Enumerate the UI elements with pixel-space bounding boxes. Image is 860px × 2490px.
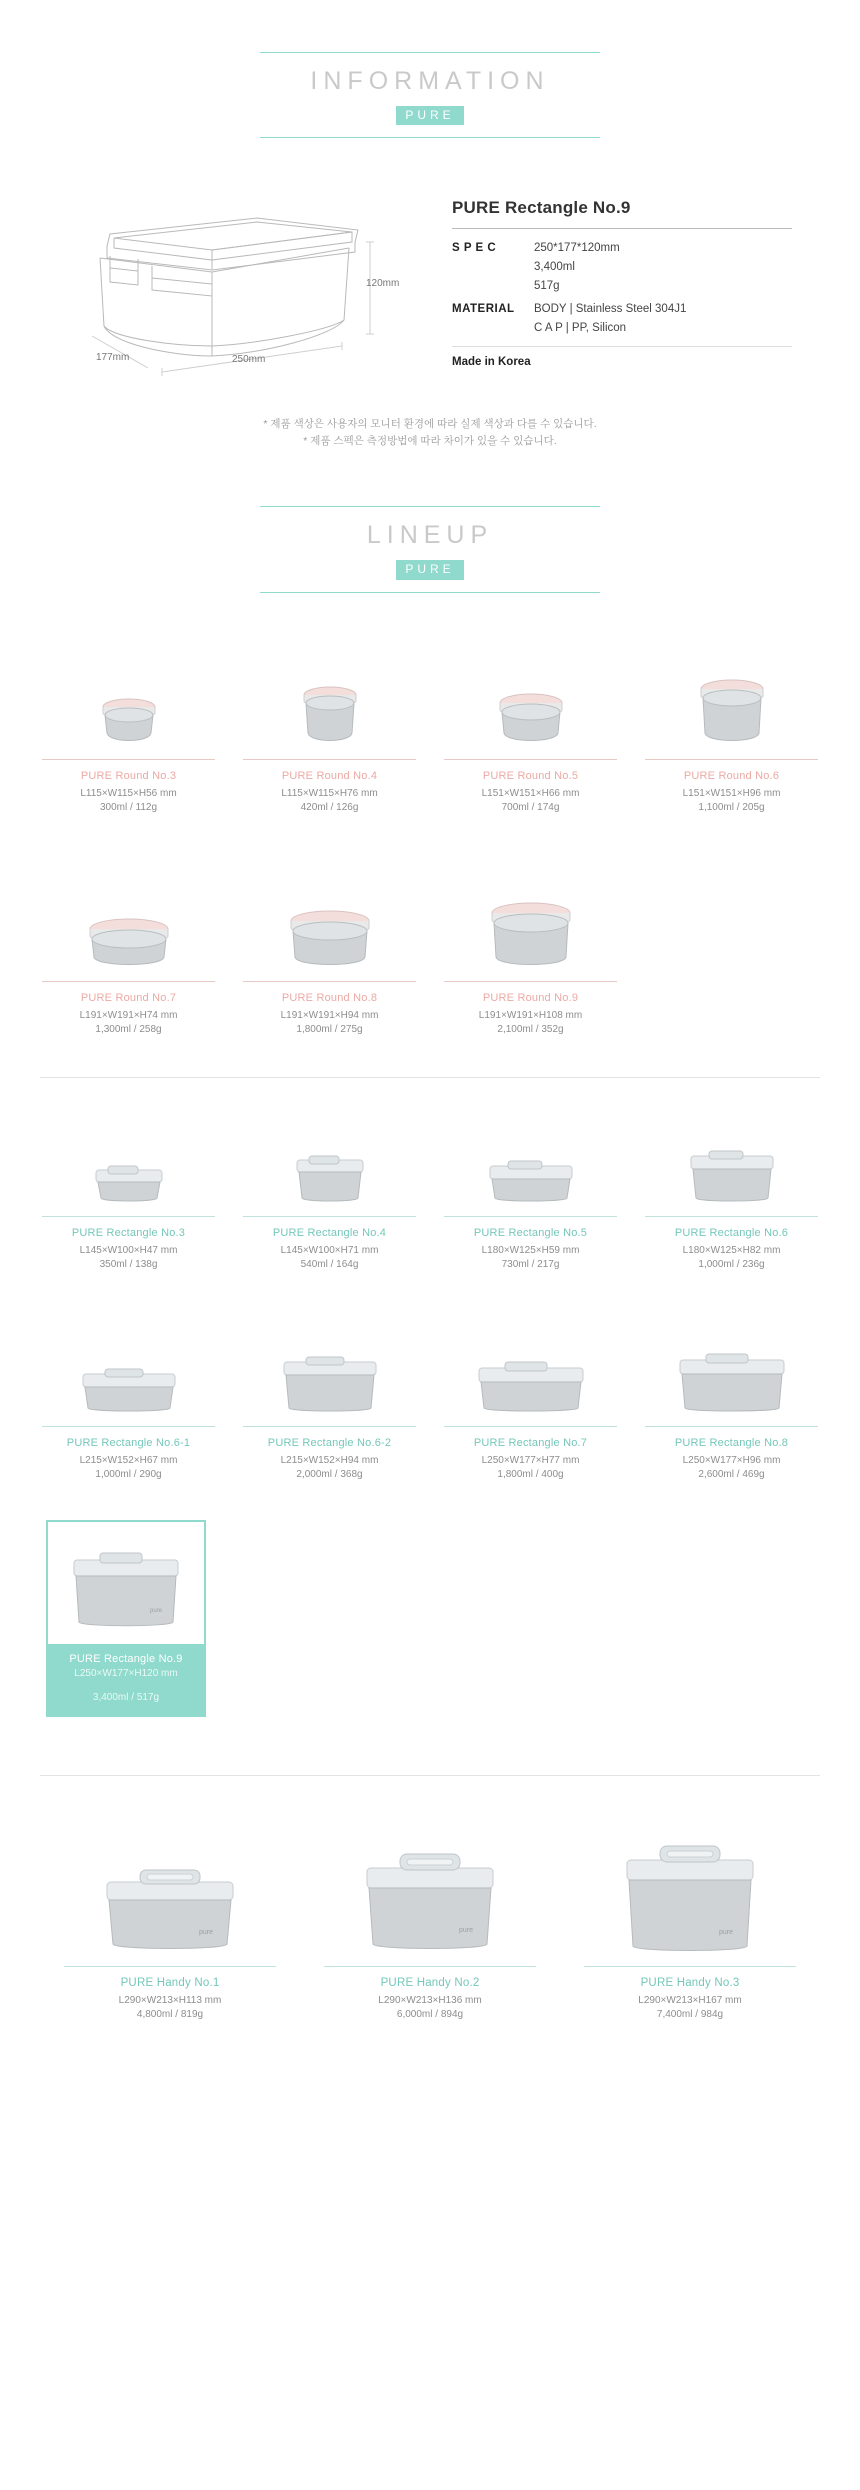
round-container-icon <box>74 915 184 971</box>
product-name: PURE Round No.6 <box>645 759 818 787</box>
rect-container-image <box>233 1118 426 1210</box>
rectangle-container-icon <box>66 1550 186 1632</box>
product-dims: L290×W213×H136 mm <box>378 1994 482 2006</box>
product-dims: L191×W191×H74 mm <box>79 1009 178 1021</box>
product-card-rect-3[interactable] <box>28 1112 229 1272</box>
product-volume: 1,100ml / 205g <box>698 801 765 813</box>
product-dims: L180×W125×H59 mm <box>481 1244 580 1256</box>
round-container-image <box>32 661 225 753</box>
rectangle-lineup-row-3 <box>0 1510 860 1745</box>
product-dims: L145×W100×H71 mm <box>280 1244 379 1256</box>
rect-container-image <box>32 1118 225 1210</box>
product-card-round-9[interactable] <box>430 877 631 1037</box>
product-dims: L250×W177×H77 mm <box>481 1454 580 1466</box>
product-card-rect-6[interactable] <box>631 1112 832 1272</box>
product-dims: L290×W213×H167 mm <box>638 1994 742 2006</box>
spec-label: S P E C <box>452 242 497 255</box>
spec-value-volume: 3,400ml <box>534 261 575 274</box>
product-card-empty <box>631 877 832 1037</box>
product-name: PURE Round No.8 <box>243 981 416 1009</box>
product-card-round-8[interactable] <box>229 877 430 1037</box>
product-dims: L191×W191×H94 mm <box>280 1009 379 1021</box>
made-in-label: Made in Korea <box>452 356 531 369</box>
product-card-round-5[interactable] <box>430 655 631 815</box>
product-name: PURE Rectangle No.6 <box>645 1216 818 1244</box>
product-volume: 2,000ml / 368g <box>296 1468 363 1480</box>
rectangle-container-icon <box>276 1354 384 1416</box>
round-container-icon <box>686 675 778 749</box>
handy-lineup-row <box>0 1810 860 2050</box>
svg-text:pure: pure <box>150 1607 163 1614</box>
product-dims: L215×W152×H67 mm <box>79 1454 178 1466</box>
spec-row-material-cap <box>452 319 792 338</box>
disclaimer-notes <box>0 376 860 450</box>
product-card-rect-7[interactable] <box>430 1322 631 1482</box>
spec-label-blank2 <box>452 277 534 296</box>
round-container-icon <box>275 907 385 971</box>
product-volume: 1,800ml / 275g <box>296 1023 363 1035</box>
svg-text:pure: pure <box>459 1926 474 1934</box>
round-container-icon <box>89 693 169 749</box>
product-volume: 2,600ml / 469g <box>698 1468 765 1480</box>
round-container-image <box>233 883 426 975</box>
product-dims: L290×W213×H113 mm <box>118 1994 222 2006</box>
product-volume: 1,300ml / 258g <box>95 1023 162 1035</box>
dimension-height: 120mm <box>366 278 400 290</box>
handy-container-image <box>574 1840 806 1960</box>
product-name: PURE Handy No.2 <box>324 1966 536 1994</box>
handy-container-image <box>314 1840 546 1960</box>
round-container-icon <box>485 689 577 749</box>
rectangle-container-icon <box>287 1152 373 1206</box>
svg-text:pure: pure <box>719 1928 734 1936</box>
information-section-header <box>0 0 860 138</box>
spec-row-spec <box>452 239 792 258</box>
rect-container-image <box>635 1328 828 1420</box>
product-name: PURE Round No.9 <box>444 981 617 1009</box>
product-dims: L250×W177×H96 mm <box>682 1454 781 1466</box>
rectangle-container-icon <box>480 1158 582 1206</box>
product-volume: 1,000ml / 236g <box>698 1258 765 1270</box>
material-value-cap: C A P | PP, Silicon <box>534 322 627 335</box>
material-label: MATERIAL <box>452 303 515 316</box>
product-volume: 2,100ml / 352g <box>497 1023 564 1035</box>
product-card-round-3[interactable] <box>28 655 229 815</box>
spec-row-material <box>452 296 792 319</box>
product-card-rect-4[interactable] <box>229 1112 430 1272</box>
product-dims: L180×W125×H82 mm <box>682 1244 781 1256</box>
product-dims: L151×W151×H66 mm <box>481 787 580 799</box>
product-dims: L151×W151×H96 mm <box>682 787 781 799</box>
product-volume: 6,000ml / 894g <box>396 2008 464 2020</box>
information-block <box>0 138 860 376</box>
dimension-width: 250mm <box>232 354 266 366</box>
product-name: PURE Handy No.3 <box>584 1966 796 1994</box>
product-card-rect-6-2[interactable] <box>229 1322 430 1482</box>
product-card-rect-5[interactable] <box>430 1112 631 1272</box>
round-container-image <box>32 883 225 975</box>
dimension-depth: 177mm <box>96 352 130 364</box>
note-line-1: * 제품 색상은 사용자의 모니터 환경에 따라 실제 색상과 다를 수 있습니다. <box>263 418 597 431</box>
product-name: PURE Round No.5 <box>444 759 617 787</box>
round-lineup-row-2 <box>0 843 860 1065</box>
spec-row-volume <box>452 258 792 277</box>
rectangle-lineup-row-2 <box>0 1300 860 1510</box>
product-dims: L115×W115×H76 mm <box>281 787 378 799</box>
spec-label-blank <box>452 258 534 277</box>
svg-text:pure: pure <box>199 1928 214 1936</box>
product-volume: 420ml / 126g <box>300 801 359 813</box>
handy-container-icon <box>615 1838 765 1956</box>
rectangle-container-icon <box>471 1360 591 1416</box>
spec-divider <box>452 346 792 347</box>
rect-container-image <box>233 1328 426 1420</box>
round-container-icon <box>290 681 370 749</box>
rect-container-image <box>434 1328 627 1420</box>
product-name: PURE Rectangle No.9 <box>48 1644 204 1667</box>
section-title: INFORMATION <box>310 67 550 95</box>
product-name: PURE Rectangle No.6-1 <box>42 1426 215 1454</box>
rect-container-image <box>635 1118 828 1210</box>
spec-value-size: 250*177*120mm <box>534 242 620 255</box>
product-dims: L191×W191×H108 mm <box>478 1009 583 1021</box>
product-volume: 3,400ml / 517g <box>48 1691 204 1715</box>
handy-container-icon <box>355 1846 505 1956</box>
section-subtitle-badge-2: PURE <box>396 560 463 579</box>
lineup-section-header <box>0 450 860 592</box>
product-volume: 350ml / 138g <box>99 1258 158 1270</box>
product-dims: L115×W115×H56 mm <box>80 787 177 799</box>
page-title: PURE Rectangle No.9 <box>452 198 792 229</box>
product-name: PURE Rectangle No.5 <box>444 1216 617 1244</box>
product-volume: 7,400ml / 984g <box>656 2008 724 2020</box>
rectangle-container-icon <box>672 1352 792 1416</box>
product-name: PURE Rectangle No.4 <box>243 1216 416 1244</box>
rectangle-container-icon <box>86 1162 172 1206</box>
product-name: PURE Rectangle No.3 <box>42 1216 215 1244</box>
handy-container-icon <box>95 1860 245 1956</box>
section-divider-round-rect <box>40 1077 820 1078</box>
product-name: PURE Rectangle No.7 <box>444 1426 617 1454</box>
product-volume: 700ml / 174g <box>501 801 560 813</box>
round-lineup-row-1 <box>0 593 860 843</box>
product-volume: 1,000ml / 290g <box>95 1468 162 1480</box>
product-name: PURE Round No.4 <box>243 759 416 787</box>
round-container-icon <box>476 899 586 971</box>
product-card-rect-6-1[interactable] <box>28 1322 229 1482</box>
product-card-rect-9-selected[interactable] <box>46 1520 206 1717</box>
section-divider-rect-handy <box>40 1775 820 1776</box>
product-dims: L215×W152×H94 mm <box>280 1454 379 1466</box>
product-volume: 1,800ml / 400g <box>497 1468 564 1480</box>
product-card-rect-8[interactable] <box>631 1322 832 1482</box>
round-container-image <box>635 661 828 753</box>
product-card-handy-3[interactable] <box>570 1834 810 2022</box>
product-card-handy-1[interactable] <box>50 1834 290 2022</box>
material-label-blank <box>452 319 534 338</box>
product-volume: 300ml / 112g <box>99 801 158 813</box>
product-name: PURE Handy No.1 <box>64 1966 276 1994</box>
section-title-lineup: LINEUP <box>366 521 494 550</box>
product-name: PURE Rectangle No.8 <box>645 1426 818 1454</box>
handy-container-image <box>54 1840 286 1960</box>
round-container-image <box>434 883 627 975</box>
material-value-body: BODY | Stainless Steel 304J1 <box>534 303 687 316</box>
rect-container-image <box>434 1118 627 1210</box>
product-card-round-4[interactable] <box>229 655 430 815</box>
spec-row-weight <box>452 277 792 296</box>
product-card-round-7[interactable] <box>28 877 229 1037</box>
section-subtitle-badge: PURE <box>396 106 463 125</box>
product-dims: L250×W177×H120 mm <box>48 1667 204 1691</box>
product-dims: L145×W100×H47 mm <box>79 1244 178 1256</box>
rect-container-image <box>32 1328 225 1420</box>
product-card-handy-2[interactable] <box>310 1834 550 2022</box>
spec-table <box>452 186 792 376</box>
product-name: PURE Round No.3 <box>42 759 215 787</box>
product-line-drawing <box>52 186 452 376</box>
product-name: PURE Round No.7 <box>42 981 215 1009</box>
note-line-2: * 제품 스펙은 측정방법에 따라 차이가 있을 수 있습니다. <box>303 435 557 448</box>
spec-value-weight: 517g <box>534 280 560 293</box>
rectangle-lineup-row-1 <box>0 1112 860 1300</box>
product-volume: 730ml / 217g <box>501 1258 560 1270</box>
round-container-image <box>434 661 627 753</box>
product-card-round-6[interactable] <box>631 655 832 815</box>
rectangle-container-icon <box>75 1366 183 1416</box>
rectangle-container-icon <box>681 1148 783 1206</box>
product-volume: 4,800ml / 819g <box>136 2008 204 2020</box>
round-container-image <box>233 661 426 753</box>
rect-container-image <box>48 1532 204 1636</box>
product-name: PURE Rectangle No.6-2 <box>243 1426 416 1454</box>
product-volume: 540ml / 164g <box>300 1258 359 1270</box>
